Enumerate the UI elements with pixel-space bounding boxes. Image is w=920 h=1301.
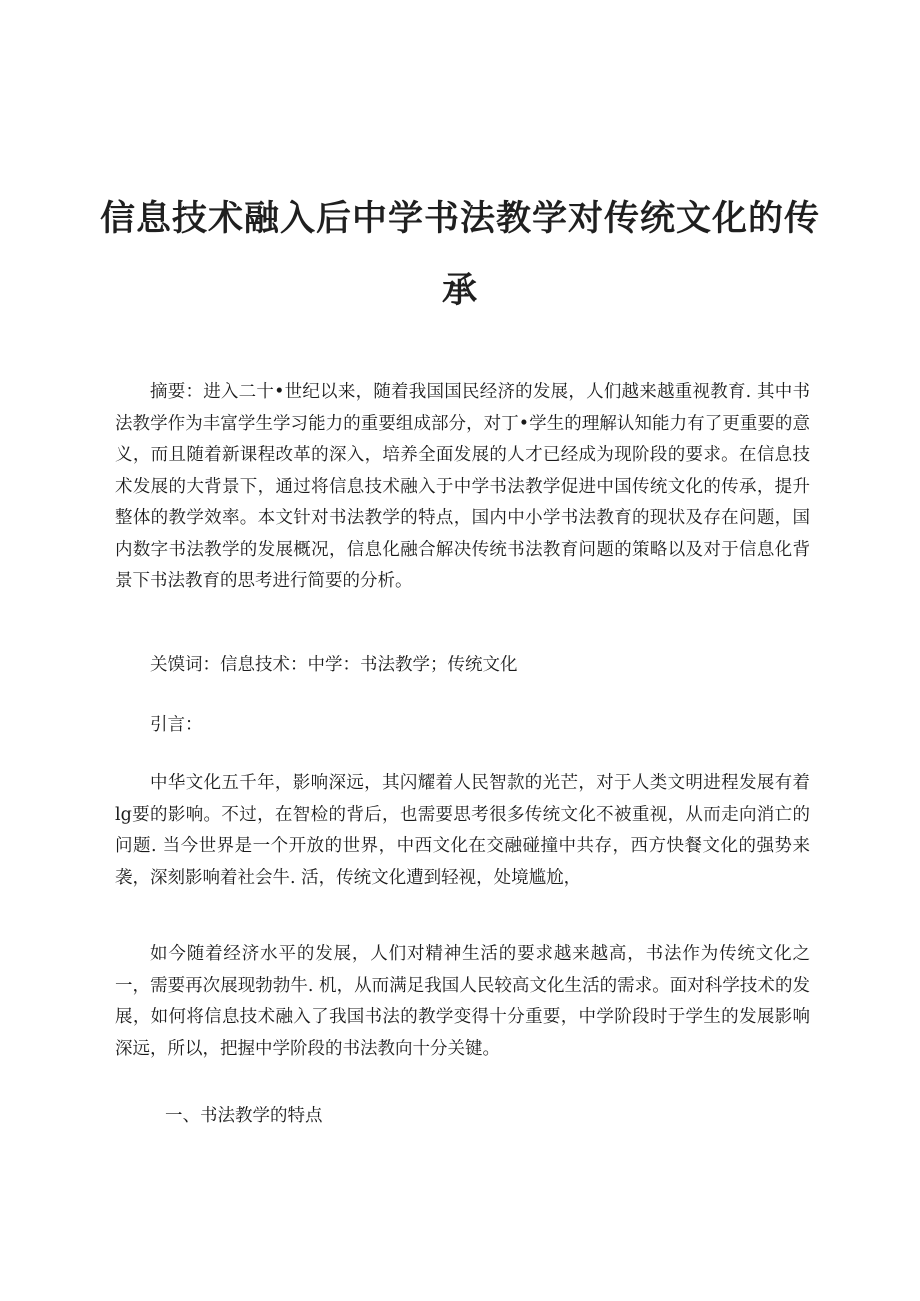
section-1-heading: 一、书法教学的特点 bbox=[165, 1106, 323, 1126]
intro-paragraph-1: 中华文化五千年，影响深远，其闪耀着人民智款的光芒，对于人类文明进程发展有着lg要的影响。不过，在智检的背后，也需要思考很多传统文化不被重视，从而走向消亡的问题. 当今世界是一个开放的世界，中西文化在交融碰撞中共存，西方快餐文化的强势来袭，深刻影响着社会牛. 活，传统文化遭到轻视，处境尴尬， bbox=[115, 773, 810, 888]
intro-paragraph-2: 如今随着经济水平的发展，人们对精神生活的要求越来越高，书法作为传统文化之一，需要再次展现勃勃牛. 机，从而满足我国人民较高文化生活的需求。面对科学技术的发展，如何将信息技术融入了我国书法的教学变得十分重要，中学阶段时于学生的发展影响深远，所以，把握中学阶段的书法教向十分关键。 bbox=[115, 944, 810, 1059]
keywords-line: 关馍词：信息技术：中学：书法教学；传统文化 bbox=[150, 655, 518, 675]
intro-label: 引言： bbox=[150, 715, 203, 735]
abstract-paragraph: 摘要：进入二十•世纪以来，随着我国国民经济的发展，人们越来越重视教育. 其中书法教学作为丰富学生学习能力的重要组成部分，对丁•学生的理解认知能力有了更重要的意义，而且随着新课程改革的深入，培养全面发展的人才已经成为现阶段的要求。在信息技术发展的大背景下，通过将信息技术融入于中学书法教学促进中国传统文化的传承，提升整体的教学效率。本文针对书法教学的特点，国内中小学书法教育的现状及存在问题，国内数字书法教学的发展概况，信息化融合解决传统书法教育问题的策略以及对于信息化背景下书法教育的思考进行简要的分析。 bbox=[115, 382, 810, 591]
document-title bbox=[0, 183, 920, 327]
title-line-2: 承 bbox=[441, 271, 478, 312]
title-line-1: 信息技术融入后中学书法教学对传统文化的传 bbox=[99, 199, 820, 240]
